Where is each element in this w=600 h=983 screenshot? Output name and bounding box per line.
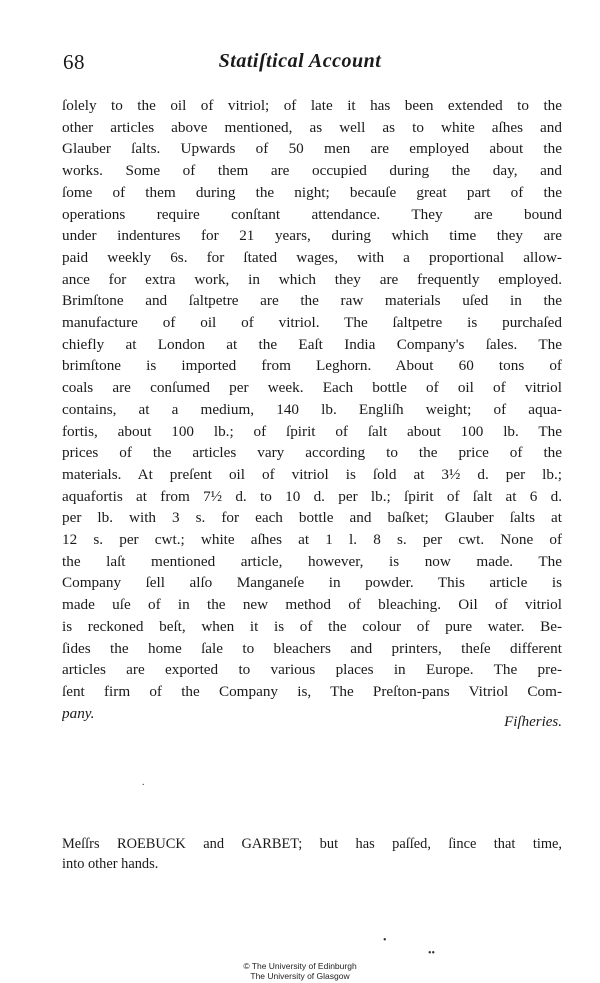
section-heading: Fiſheries.: [504, 714, 562, 730]
text-line: other articles above mentioned, as well as to white aſhes and: [62, 118, 562, 136]
text-line: the laſt mentioned article, however, is now made. The: [62, 552, 562, 570]
footnote: [62, 834, 562, 874]
text-line: per lb. with 3 s. for each bottle and baſket; Glauber ſalts at: [62, 509, 562, 527]
running-head: Statiſtical Account: [218, 50, 382, 72]
text-line: aquafortis at from 7½ d. to 10 d. per lb.; ſpirit of ſalt at 6 d.: [62, 487, 562, 505]
text-line: Company ſell alſo Manganeſe in powder. This article is: [62, 574, 562, 592]
text-line: contains, at a medium, 140 lb. Engliſh weight; of aqua-: [62, 400, 562, 418]
body-paragraph: [62, 95, 562, 724]
text-line: articles are exported to various places in Europe. The pre-: [62, 661, 562, 679]
text-line: ſolely to the oil of vitriol; of late it has been extended to the: [62, 97, 562, 114]
copyright-line: The University of Glasgow: [250, 971, 350, 981]
text-line: fortis, about 100 lb.; of ſpirit of ſalt about 100 lb. The: [62, 422, 562, 440]
text-line: pany.: [62, 704, 95, 722]
text-line: materials. At preſent oil of vitriol is ſold at 3½ d. per lb.;: [62, 465, 562, 483]
stray-mark: ••: [428, 948, 436, 959]
text-line: ſides the home ſale to bleachers and printers, theſe different: [62, 639, 562, 657]
stray-mark: •: [383, 935, 387, 946]
text-line: brimſtone is imported from Leghorn. About 60 tons of: [62, 357, 562, 375]
text-line: ance for extra work, in which they are frequently employed.: [62, 270, 562, 288]
text-line: prices of the articles vary according to the price of the: [62, 444, 562, 462]
page-number: 68: [63, 50, 85, 74]
text-line: ſome of them during the night; becauſe great part of the: [62, 183, 562, 201]
text-line: manufacture of oil of vitriol. The ſaltpetre is purchaſed: [62, 314, 562, 332]
text-line: under indentures for 21 years, during which time they are: [62, 227, 562, 245]
copyright-notice: [0, 961, 600, 981]
copyright-line: © The University of Edinburgh: [243, 961, 357, 971]
text-line: is reckoned beſt, when it is of the colour of pure water. Be-: [62, 617, 562, 635]
text-line: Brimſtone and ſaltpetre are the raw materials uſed in the: [62, 292, 562, 310]
footnote-line: into other hands.: [62, 856, 159, 872]
text-line: 12 s. per cwt.; white aſhes at 1 l. 8 s. per cwt. None of: [62, 531, 562, 549]
footnote-line: Meſſrs ROEBUCK and GARBET; but has paſſed, ſince that time,: [62, 836, 562, 852]
text-line: ſent firm of the Company is, The Preſton-pans Vitriol Com-: [62, 682, 562, 700]
stray-mark: .: [142, 777, 145, 788]
text-line: chiefly at London at the Eaſt India Company's ſales. The: [62, 335, 562, 353]
text-line: made uſe of in the new method of bleaching. Oil of vitriol: [62, 596, 562, 614]
text-line: Glauber ſalts. Upwards of 50 men are employed about the: [62, 140, 562, 158]
text-line: coals are conſumed per week. Each bottle of oil of vitriol: [62, 379, 562, 397]
text-line: works. Some of them are occupied during the day, and: [62, 162, 562, 180]
text-line: operations require conſtant attendance. They are bound: [62, 205, 562, 223]
text-line: paid weekly 6s. for ſtated wages, with a proportional allow-: [62, 248, 562, 266]
